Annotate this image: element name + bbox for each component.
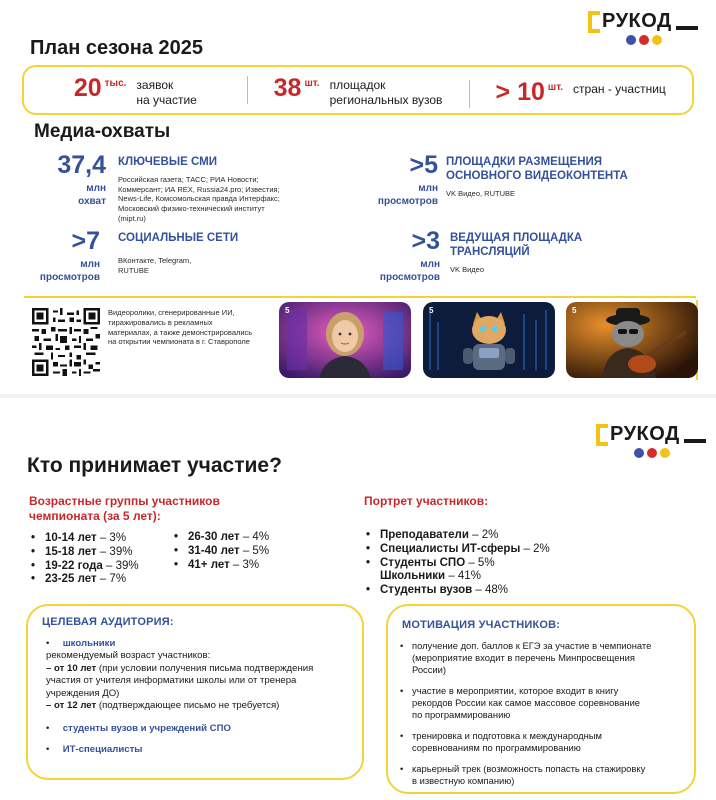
page-title: Кто принимает участие? (27, 454, 282, 477)
media-figure (26, 229, 100, 284)
portrait-heading: Портрет участников: (364, 494, 489, 508)
logo-underline-icon (676, 26, 698, 30)
motivation-line: рекордов России как самое массовое соревнование (412, 697, 641, 709)
media-metric: просмотров (377, 196, 438, 207)
stat-label (573, 82, 666, 97)
logo-dot-blue-icon (626, 35, 636, 45)
media-desc-line: Московский физико-технический институт (118, 204, 265, 214)
photo-badge: 5 (285, 306, 290, 315)
motivation-line: (мероприятие входит в перечень Минпросвещения (412, 652, 635, 664)
motivation-line: России) (412, 664, 447, 676)
age-share: – 3% (229, 558, 260, 571)
stat-label-line: стран - участниц (573, 81, 666, 96)
ai-video-thumbnail-robot-cat[interactable] (423, 302, 555, 378)
portrait-group: Студенты вузов (380, 584, 473, 597)
photo-badge: 5 (429, 306, 434, 315)
age-range: 26-30 лет (188, 531, 240, 543)
audience-item-schoolchildren: • школьники (46, 638, 116, 649)
logo-bracket-icon (596, 424, 608, 446)
audience-item-label: студенты вузов и учреждений СПО (62, 722, 231, 734)
portrait-share: – 2% (468, 529, 499, 541)
media-number: >5 (409, 151, 438, 179)
audience-item-label: школьники (62, 638, 116, 649)
age-range: 19-22 года (45, 559, 103, 572)
audience-age-text: участия от учителя информатики школы или от тренера (46, 675, 297, 687)
media-desc-line: RUTUBE (118, 265, 149, 275)
target-audience-content (46, 638, 346, 757)
audience-item-it: • ИТ-специалисты (46, 744, 143, 756)
logo-dots (634, 448, 670, 458)
heading-line: чемпионата (за 5 лет): (29, 509, 161, 523)
qr-caption-line: Видеоролики, сгенерированные ИИ, (108, 308, 235, 317)
stat-label (330, 78, 443, 108)
age-range: 41+ лет (188, 558, 230, 571)
media-heading: ОСНОВНОГО ВИДЕОКОНТЕНТА (446, 169, 628, 182)
logo-dot-red-icon (639, 35, 649, 45)
slide-participants (0, 398, 716, 800)
stat-number: 38 (273, 74, 302, 102)
media-figure (362, 229, 440, 284)
list-item (398, 685, 688, 721)
stat-label-line: заявок (136, 78, 174, 92)
media-text (118, 156, 338, 224)
list-item (29, 573, 139, 587)
robot-cat-image (423, 302, 555, 378)
portrait-group: Преподаватели (380, 529, 469, 541)
portrait-group: Школьники (380, 570, 446, 583)
media-text (446, 156, 686, 198)
media-heading: ТРАНСЛЯЦИЙ (450, 245, 530, 258)
audience-age-12 (46, 700, 346, 712)
media-desc-line: News-Life, Комсомольская правда Интерфакс; (118, 194, 280, 204)
media-desc-line: ВКонтакте, Telegram, (118, 255, 192, 265)
rukod-logo (596, 423, 706, 458)
list-item (29, 546, 139, 560)
media-desc: VK Видео, RUTUBE (446, 188, 516, 198)
media-number: 37,4 (57, 151, 106, 179)
rukod-logo (588, 10, 698, 45)
motivation-list (398, 640, 688, 796)
list-item (172, 545, 269, 559)
stat-countries (469, 76, 692, 105)
ai-girl-image (279, 302, 411, 378)
media-metric: охват (78, 196, 106, 207)
ai-video-thumbnail-guitar-cat[interactable] (566, 302, 698, 378)
list-item (398, 763, 688, 787)
stat-applications (24, 72, 247, 108)
stats-bar (22, 65, 694, 115)
media-unit: млн (80, 259, 100, 270)
portrait-share: – 48% (472, 584, 508, 597)
audience-age-text: учреждения ДО) (46, 687, 120, 699)
photo-badge: 5 (572, 306, 577, 315)
media-text (450, 232, 670, 274)
media-desc-line: Российская газета; ТАСС; РИА Новости; (118, 174, 259, 184)
divider-line (24, 296, 696, 298)
media-figure (40, 153, 106, 208)
stat-unit: шт. (304, 78, 320, 89)
motivation-line: • тренировка и подготовка к международным (412, 730, 602, 742)
media-heading: КЛЮЧЕВЫЕ СМИ (118, 156, 217, 168)
audience-age-text: (подтверждающее письмо не требуется) (96, 700, 280, 712)
logo-text: РУКОД (610, 423, 680, 445)
logo-dot-blue-icon (634, 448, 644, 458)
age-groups-heading (29, 494, 220, 524)
list-item (398, 730, 688, 754)
audience-age-10 (46, 663, 346, 675)
age-range: 31-40 лет (188, 544, 240, 557)
list-item (364, 584, 550, 598)
audience-age-bold: – от 10 лет (46, 662, 97, 674)
logo-dot-red-icon (647, 448, 657, 458)
media-desc-line: (mipt.ru) (118, 213, 146, 223)
age-share: – 4% (239, 531, 270, 543)
media-desc (118, 175, 338, 224)
qr-code-icon[interactable] (32, 308, 100, 376)
list-item (398, 640, 688, 676)
stat-label-line: площадок (329, 78, 386, 92)
stat-number: > 10 (495, 77, 545, 106)
list-item (172, 531, 269, 545)
age-range: 15-18 лет (45, 545, 97, 558)
motivation-line: по программированию (412, 709, 511, 721)
portrait-group: Специалисты ИТ-сферы (380, 542, 521, 555)
list-item (364, 557, 550, 571)
list-item (364, 543, 550, 557)
age-share: – 3% (96, 532, 127, 544)
list-item (29, 560, 139, 574)
ai-video-thumbnail-girl[interactable] (279, 302, 411, 378)
stat-unit: тыс. (104, 78, 127, 89)
logo-text: РУКОД (602, 10, 672, 32)
list-item (172, 559, 269, 573)
media-unit: млн (86, 183, 106, 194)
media-metric: просмотров (379, 272, 440, 283)
age-share: – 39% (96, 545, 133, 558)
motivation-line: • участие в мероприятии, которое входит в книгу (412, 685, 619, 697)
guitar-cat-image (566, 302, 698, 378)
media-figure (360, 153, 438, 208)
portrait-share: – 41% (445, 570, 481, 583)
media-heading: ПЛОЩАДКИ РАЗМЕЩЕНИЯ (446, 156, 603, 168)
logo-dot-yellow-icon (652, 35, 662, 45)
media-number: >7 (71, 227, 100, 255)
target-audience-heading: ЦЕЛЕВАЯ АУДИТОРИЯ: (42, 616, 174, 628)
media-number: >3 (411, 227, 440, 255)
media-unit: млн (420, 259, 440, 270)
list-item (29, 532, 139, 546)
portrait-group: Студенты СПО (380, 556, 466, 569)
stat-venues (247, 72, 470, 108)
heading-line: Возрастные группы участников (29, 494, 220, 508)
motivation-line: • получение доп. баллов к ЕГЭ за участие в чемпионате (412, 640, 652, 651)
logo-underline-icon (684, 439, 706, 443)
motivation-heading: МОТИВАЦИЯ УЧАСТНИКОВ: (402, 619, 561, 631)
media-metric: просмотров (39, 272, 100, 283)
qr-caption-line: на открытии чемпионата в г. Ставрополе (108, 337, 250, 347)
audience-age-text: (при условии получения письма подтверждения (96, 662, 314, 674)
portrait-share: – 2% (520, 542, 550, 555)
list-item (364, 529, 550, 543)
media-desc (118, 256, 318, 276)
age-groups-list-right (172, 531, 269, 572)
portrait-share: – 5% (465, 556, 495, 569)
stat-number: 20 (73, 74, 102, 102)
qr-caption-line: тиражировались в рекламных (108, 317, 213, 327)
stat-label-line: региональных вузов (329, 93, 443, 107)
audience-recommended: рекомендуемый возраст участников: (46, 650, 211, 662)
media-heading: СОЦИАЛЬНЫЕ СЕТИ (118, 232, 239, 244)
logo-dot-yellow-icon (660, 448, 670, 458)
age-range: 23-25 лет (45, 573, 97, 586)
motivation-line: в известную компанию) (412, 775, 515, 787)
media-title: Медиа-охваты (34, 121, 171, 142)
stat-unit: шт. (547, 81, 564, 93)
stat-label-line: на участие (136, 93, 197, 107)
logo-dots (626, 35, 662, 45)
age-share: – 7% (96, 573, 127, 586)
audience-item-label: ИТ-специалисты (62, 744, 143, 756)
logo-bracket-icon (588, 11, 600, 33)
audience-item-students: • студенты вузов и учреждений СПО (46, 722, 231, 734)
audience-age-bold: – от 12 лет (46, 700, 97, 712)
age-share: – 5% (239, 544, 270, 557)
qr-caption (108, 308, 268, 347)
list-item (364, 570, 550, 584)
media-text (118, 232, 318, 275)
media-desc: VK Видео (450, 264, 484, 274)
media-unit: млн (418, 183, 438, 194)
stat-label (136, 78, 196, 108)
qr-caption-line: материалах, а также демонстрировались (108, 327, 253, 337)
motivation-line: • карьерный трек (возможность попасть на стажировку (412, 763, 646, 775)
slide-season-plan (0, 0, 716, 394)
media-desc-line: Коммерсант; ИА REX, Russia24.pro; Известия; (118, 184, 280, 194)
media-heading: ВЕДУЩАЯ ПЛОЩАДКА (450, 232, 583, 244)
motivation-line: соревнованиям по программированию (412, 742, 581, 754)
age-groups-list-left (29, 532, 139, 587)
age-share: – 39% (102, 559, 139, 572)
page-title: План сезона 2025 (30, 37, 203, 59)
age-range: 10-14 лет (45, 532, 97, 544)
portrait-list (364, 529, 550, 598)
